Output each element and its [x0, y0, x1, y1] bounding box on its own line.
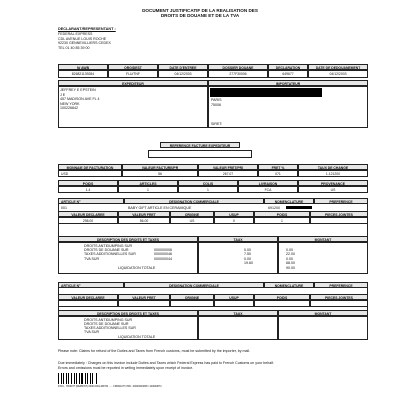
article-2-designation-label: DESIGNATION COMMERCIALE [124, 282, 264, 288]
barcode-bar [85, 373, 86, 384]
barcode-bar [81, 373, 83, 384]
article-2-label: ARTICLE N° [58, 282, 124, 288]
footer-due-line-2: Errors and omissions must be reported in writing immediately upon receipt of invoice. [58, 365, 194, 370]
article-2-taux-box [198, 316, 278, 340]
barcode-bar [61, 373, 62, 384]
invoice-value: 56 [122, 170, 198, 177]
duty-taux: 19.60 [244, 260, 253, 265]
duty-montant: 22.00 [286, 252, 295, 257]
liquidation-label: LIQUIDATION TOTALE [118, 334, 156, 339]
reference-facture-box [148, 150, 252, 158]
shipment-value: 277F30006 [208, 70, 268, 78]
shipment-value: 826821139284 [58, 70, 108, 78]
article-1-taux-box [198, 242, 278, 274]
invoice-header: FRET % [258, 164, 298, 170]
invoice-header: VALEUR FACTURE/PR [122, 164, 198, 170]
article-2-value-cell [170, 300, 214, 307]
article-2-taux-header: TAUX [198, 310, 278, 316]
article-2-nomenclature-label: NOMENCLATURE [264, 282, 314, 288]
invoice-value: 1.121200 [298, 170, 368, 177]
shipment-header: ORG/DEST [108, 64, 158, 70]
importateur-line: PARIS [211, 98, 222, 102]
article-1-value2: 298.00 [58, 217, 118, 224]
article-1-designation: BABY GIFT ARTICLE EN CERAMIQUE [128, 205, 192, 210]
expediteur-line: NEW YORK [60, 101, 80, 106]
duty-label: DROITS DE DOUANE SUR [84, 321, 129, 326]
invoice-header: TAUX DE CHANGE [298, 164, 368, 170]
footer-note: Please note: Claims for refund of the Duties and Taxes from French customs, must be submitted by the importer, by mail. [58, 349, 251, 353]
barcode-caption: FX01 - 7900077 (REPRINT) 0000-0001-M0782 ...... FRDN10771799 - 00000004848 / 100000874 [58, 385, 162, 388]
article-1-header2: USUP [214, 211, 254, 217]
barcode-bar [96, 373, 97, 384]
weights-value: US [298, 186, 368, 193]
shipment-header: N/ AWB [58, 64, 108, 70]
weights-value: 1 [178, 186, 238, 193]
article-2-header2: ORIGINE [170, 294, 214, 300]
importateur-label: IMPORTATEUR [208, 80, 368, 86]
duty-taux: 0.00 [244, 256, 251, 261]
article-1-value2: 0 [214, 217, 254, 224]
article-2-value-cell [58, 300, 118, 307]
weights-header: COLIS [178, 180, 238, 186]
duty-label: TVA SUR [84, 256, 100, 261]
article-1-header2: ORIGINE [170, 211, 214, 217]
article-1-value2: 1 [254, 217, 310, 224]
article-1-header2: VALEUR FRET [118, 211, 170, 217]
barcode-bar [87, 373, 88, 384]
article-2-montant-header: MONTANT [278, 310, 368, 316]
duty-label: TAXES ADDITIONNELLES SUR [84, 325, 136, 330]
duty-montant: 68.00 [286, 260, 295, 265]
barcode-bar [79, 373, 80, 384]
invoice-value: 267.07 [198, 170, 258, 177]
article-1-value2: US [170, 217, 214, 224]
weights-value: 1.4 [58, 186, 118, 193]
article-1-header2: VALEUR DECLAREE [58, 211, 118, 217]
article-1-montant-header: MONTANT [278, 236, 368, 242]
expediteur-label: EXPEDITEUR [58, 80, 208, 86]
declarant-heading: DECLARANT/REPRESENTANT : [58, 27, 116, 31]
article-2-header2: VALEUR FRET [118, 294, 170, 300]
duty-label: TVA SUR [84, 329, 100, 334]
duty-taux: 7.50 [244, 252, 251, 257]
siret-label: SIRET: [211, 122, 223, 126]
weights-header: LIVRAISON [238, 180, 298, 186]
barcode-bar [74, 373, 75, 384]
invoice-value: 071 [258, 170, 298, 177]
weights-header: ARTICLES [118, 180, 178, 186]
article-2-header2: VALEUR DECLAREE [58, 294, 118, 300]
importateur-line: 75006 [211, 102, 221, 107]
declarant-line: TEL 01 40 85 39 00 [58, 45, 90, 50]
article-2-duties-header: DESCRIPTION DES DROITS ET TAXES [58, 310, 198, 316]
duty-label: TAXES ADDITIONNELLES SUR [84, 252, 136, 257]
expediteur-line: 100226842 [60, 106, 78, 110]
document-title-line-1: DOCUMENT JUSTIFICATIF DE LA REALISATION DES [142, 8, 258, 13]
expediteur-line: J E [60, 92, 66, 97]
expediteur-line: JEFFREY E EPSTEIN [60, 88, 96, 92]
barcode-bar [71, 373, 72, 384]
liquidation-total: 90.00 [286, 266, 295, 270]
invoice-value: USD [58, 170, 122, 177]
article-1-value2: 56.00 [118, 217, 170, 224]
weights-header: POIDS [58, 180, 118, 186]
shipment-header: DATE D'ENTREE [158, 64, 208, 70]
article-1-nomenclature: 691200 [268, 205, 280, 210]
redaction-block [210, 88, 322, 97]
barcode [58, 373, 98, 384]
article-1-taux-header: TAUX [198, 236, 278, 242]
duty-label: DROITS ANTIDUMPING SUR [84, 317, 133, 322]
shipment-value: 04/12/2003 [308, 70, 368, 78]
shipment-header: DATE DE DEDOUANEMENT [308, 64, 368, 70]
barcode-bar [68, 373, 69, 384]
article-2-header2: USUP [214, 294, 254, 300]
weights-value: FCA [238, 186, 298, 193]
barcode-bar [66, 373, 67, 384]
barcode-bar [63, 373, 65, 384]
article-1-header2: PIECES JOINTES [310, 211, 368, 217]
barcode-bar [76, 373, 77, 384]
article-1-header2: POIDS [254, 211, 310, 217]
article-1-nomenclature-label: NOMENCLATURE [264, 198, 314, 204]
redaction-block [286, 206, 312, 210]
duty-label: DROITS DE DOUANE SUR [84, 248, 129, 253]
article-2-header2: PIECES JOINTES [310, 294, 368, 300]
article-1-number: 001 [61, 205, 67, 210]
duty-montant: 0.00 [286, 248, 293, 253]
article-1-designation-label: DESIGNATION COMMERCIALE [124, 198, 264, 204]
duty-montant: 0.00 [286, 256, 293, 261]
article-1-duties-header: DESCRIPTION DES DROITS ET TAXES [58, 236, 198, 242]
reference-facture-label: REFERENCE FACTURE EXPEDITEUR [160, 142, 240, 148]
article-1-value2 [310, 217, 368, 224]
declarant-line: FEDERAL EXPRESS [58, 32, 93, 36]
document-title-line-2: DROITS DE DOUANE ET DE LA TVA [160, 13, 240, 18]
weights-value: 1 [118, 186, 178, 193]
article-2-preference-label: PREFERENCE [314, 282, 368, 288]
invoice-header: MONNAIE DE FACTURATION [58, 164, 122, 170]
shipment-header: DECLARATION [268, 64, 308, 70]
declarant-line: CDL AVENUE LOUIS ROCHE [58, 36, 107, 41]
article-2-value-cell [214, 300, 254, 307]
article-1-label: ARTICLE N° [58, 198, 124, 204]
article-1-preference-label: PREFERENCE [314, 198, 368, 204]
barcode-bar [58, 373, 59, 384]
invoice-header: VALEUR FRET/PRI [198, 164, 258, 170]
duty-taux: 0.00 [244, 248, 251, 253]
barcode-bar [92, 373, 93, 384]
article-2-value-cell [118, 300, 170, 307]
duty-code: 000000046 [154, 252, 172, 257]
barcode-bar [90, 373, 91, 384]
duty-label: DROITS ANTIDUMPING SUR [84, 244, 133, 248]
shipment-value: FLU/TNF [108, 70, 158, 78]
article-2-montant-box [278, 316, 368, 340]
article-2-header2: POIDS [254, 294, 310, 300]
declarant-line: 92230 GENNEVILLIERS CEDEX [58, 41, 111, 45]
expediteur-line: 457 MADISON AVE FL 4 [60, 97, 100, 101]
shipment-value: 04/12/2003 [158, 70, 208, 78]
article-2-value-cell [310, 300, 368, 307]
weights-header: PROVENANCE [298, 180, 368, 186]
liquidation-label: LIQUIDATION TOTALE [118, 266, 156, 270]
shipment-value: 649677 [268, 70, 308, 78]
shipment-header: DOSSIER DOUANE [208, 64, 268, 70]
duty-code: 000000006 [154, 248, 172, 253]
footer-due-line-1: Due immediately : Charges on this invoice include Duties and Taxes which Federal Express has paid to French Customs on your behalf. [58, 361, 275, 365]
article-2-value-cell [254, 300, 310, 307]
duty-code: 000000044 [154, 256, 172, 261]
